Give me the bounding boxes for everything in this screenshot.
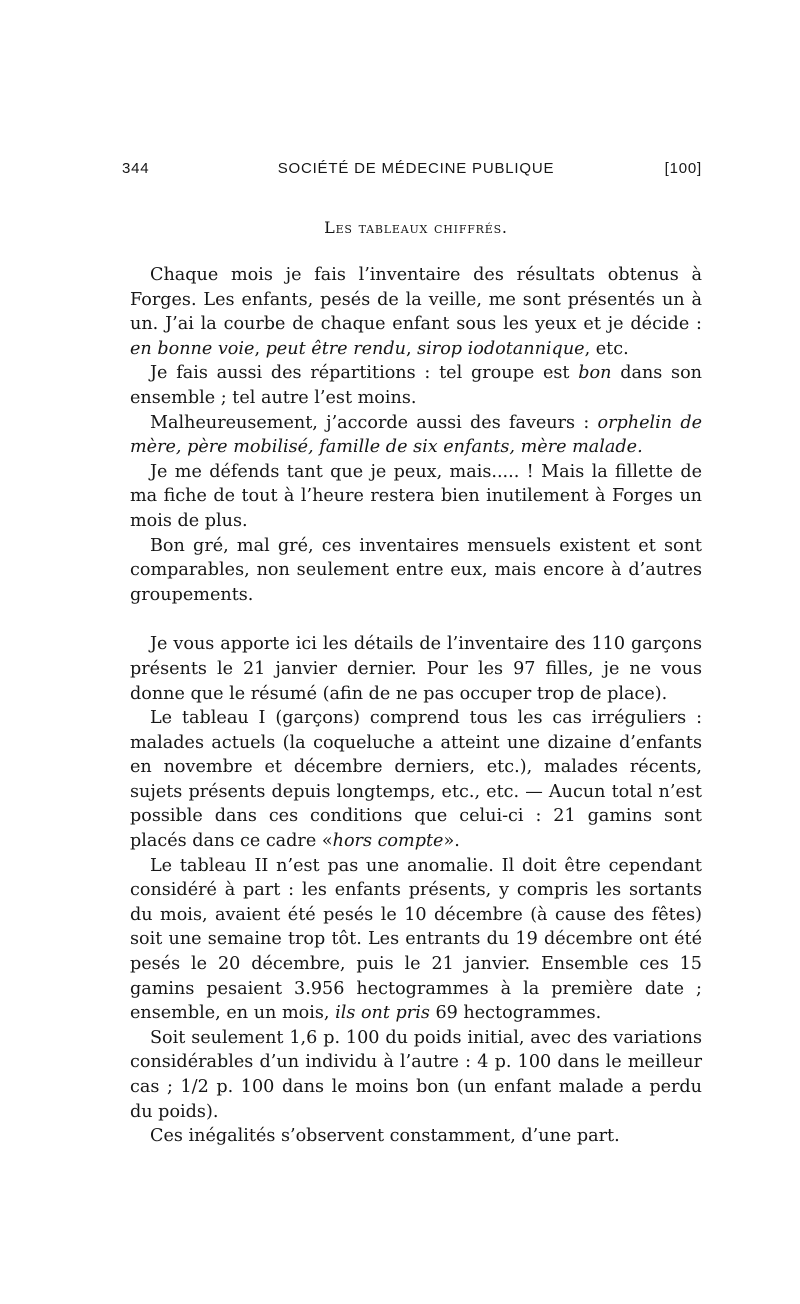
section-title: Les tableaux chiffrés. — [324, 218, 508, 237]
paragraph: Je fais aussi des répartitions : tel groupe est bon dans son ensemble ; tel autre l’est moins. — [130, 363, 703, 408]
folio-number: [100] — [664, 160, 702, 177]
page-number: 344 — [122, 160, 150, 177]
paragraph: Chaque mois je fais l’inventaire des résultats obtenus à Forges. Les enfants, pesés de la veille, me sont présentés un à un. J’ai la courbe de chaque enfant sous les yeux et je décide : en bonne voie, peut être rendu, sirop iodotannique, etc. — [130, 265, 702, 359]
paragraph: Ces inégalités s’observent constamment, d’une part. — [150, 1126, 620, 1147]
paragraph: Je me défends tant que je peux, mais..... ! Mais la fillette de ma fiche de tout à l’heure restera bien inutilement à Forges un mois de plus. — [130, 461, 702, 531]
paragraph: Je vous apporte ici les détails de l’inventaire des 110 garçons présents le 21 janvier dernier. Pour les 97 filles, je ne vous donne que le résumé (afin de ne pas occuper trop de place). — [130, 634, 702, 704]
book-page — [122, 150, 703, 1149]
paragraph: Le tableau II n’est pas une anomalie. Il doit être cependant considéré à part : les enfants présents, y compris les sortants du mois, avaient été pesés le 10 décembre (à cause des fêtes) soit une semaine trop tôt. Les entrants du 19 décembre ont été pesés le 20 décembre, puis le 21 janvier. Ensemble ces 15 gamins pesaient 3.956 hectogrammes à la première date ; ensemble, en un mois, ils ont pris 69 hectogrammes. — [130, 855, 702, 1024]
paragraph: Le tableau I (garçons) comprend tous les cas irréguliers : malades actuels (la coqueluche a atteint une dizaine d’enfants en novembre et décembre derniers, etc.), malades récents, sujets présents depuis longtemps, etc., etc. — Aucun total n’est possible dans ces conditions que celui-ci : 21 gamins sont placés dans ce cadre «hors compte». — [130, 708, 702, 852]
running-head — [122, 150, 702, 180]
paragraph: Bon gré, mal gré, ces inventaires mensuels existent et sont comparables, non seulement entre eux, mais encore à d’autres groupements. — [130, 535, 702, 605]
paragraph: Malheureusement, j’accorde aussi des faveurs : orphelin de mère, père mobilisé, famille de six enfants, mère malade. — [130, 412, 702, 458]
journal-title: SOCIÉTÉ DE MÉDECINE PUBLIQUE — [277, 160, 555, 177]
body-text — [130, 263, 702, 1149]
paragraph: Soit seulement 1,6 p. 100 du poids initial, avec des variations considérables d’un individu à l’autre : 4 p. 100 dans le meilleur cas ; 1/2 p. 100 dans le moins bon (un enfant malade a perdu du poids). — [130, 1027, 702, 1122]
